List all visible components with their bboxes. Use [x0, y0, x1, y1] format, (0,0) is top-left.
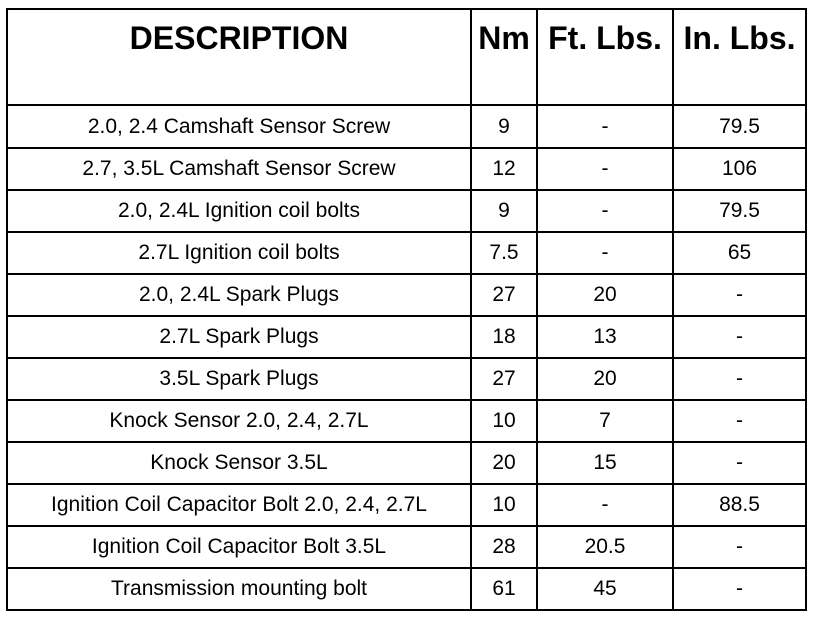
cell-nm: 61 [471, 568, 537, 610]
table-row [7, 526, 806, 568]
cell-description: Knock Sensor 3.5L [7, 442, 471, 484]
table-row [7, 316, 806, 358]
cell-in-lbs: 79.5 [673, 105, 806, 148]
cell-nm: 9 [471, 190, 537, 232]
table-row [7, 484, 806, 526]
cell-in-lbs: - [673, 526, 806, 568]
cell-description: 2.7, 3.5L Camshaft Sensor Screw [7, 148, 471, 190]
header-description: DESCRIPTION [7, 9, 471, 105]
table-row [7, 358, 806, 400]
cell-in-lbs: 106 [673, 148, 806, 190]
cell-ft-lbs: - [537, 484, 673, 526]
cell-description: Knock Sensor 2.0, 2.4, 2.7L [7, 400, 471, 442]
header-nm: Nm [471, 9, 537, 105]
cell-ft-lbs: - [537, 232, 673, 274]
header-in-lbs: In. Lbs. [673, 9, 806, 105]
cell-in-lbs: 88.5 [673, 484, 806, 526]
cell-in-lbs: - [673, 400, 806, 442]
cell-description: 3.5L Spark Plugs [7, 358, 471, 400]
header-ft-lbs: Ft. Lbs. [537, 9, 673, 105]
cell-ft-lbs: 20 [537, 358, 673, 400]
cell-ft-lbs: - [537, 105, 673, 148]
cell-nm: 28 [471, 526, 537, 568]
cell-nm: 20 [471, 442, 537, 484]
cell-in-lbs: - [673, 274, 806, 316]
cell-description: 2.7L Spark Plugs [7, 316, 471, 358]
cell-description: 2.0, 2.4L Ignition coil bolts [7, 190, 471, 232]
table-row [7, 232, 806, 274]
table-row [7, 274, 806, 316]
cell-ft-lbs: 45 [537, 568, 673, 610]
cell-description: Ignition Coil Capacitor Bolt 3.5L [7, 526, 471, 568]
cell-ft-lbs: 7 [537, 400, 673, 442]
table-row [7, 148, 806, 190]
cell-nm: 7.5 [471, 232, 537, 274]
table-row [7, 400, 806, 442]
cell-description: 2.0, 2.4 Camshaft Sensor Screw [7, 105, 471, 148]
cell-description: 2.7L Ignition coil bolts [7, 232, 471, 274]
cell-nm: 12 [471, 148, 537, 190]
cell-nm: 27 [471, 274, 537, 316]
cell-in-lbs: - [673, 316, 806, 358]
cell-nm: 18 [471, 316, 537, 358]
cell-nm: 9 [471, 105, 537, 148]
cell-description: Transmission mounting bolt [7, 568, 471, 610]
cell-description: Ignition Coil Capacitor Bolt 2.0, 2.4, 2.7L [7, 484, 471, 526]
cell-in-lbs: - [673, 568, 806, 610]
cell-ft-lbs: - [537, 190, 673, 232]
cell-in-lbs: 79.5 [673, 190, 806, 232]
table-row [7, 568, 806, 610]
cell-nm: 10 [471, 484, 537, 526]
cell-ft-lbs: 20.5 [537, 526, 673, 568]
table-row [7, 105, 806, 148]
torque-spec-table [6, 8, 807, 611]
header-row [7, 9, 806, 105]
cell-in-lbs: - [673, 442, 806, 484]
cell-ft-lbs: 15 [537, 442, 673, 484]
cell-ft-lbs: 13 [537, 316, 673, 358]
cell-ft-lbs: 20 [537, 274, 673, 316]
cell-nm: 27 [471, 358, 537, 400]
cell-ft-lbs: - [537, 148, 673, 190]
cell-description: 2.0, 2.4L Spark Plugs [7, 274, 471, 316]
cell-nm: 10 [471, 400, 537, 442]
table-row [7, 190, 806, 232]
cell-in-lbs: 65 [673, 232, 806, 274]
table-row [7, 442, 806, 484]
cell-in-lbs: - [673, 358, 806, 400]
